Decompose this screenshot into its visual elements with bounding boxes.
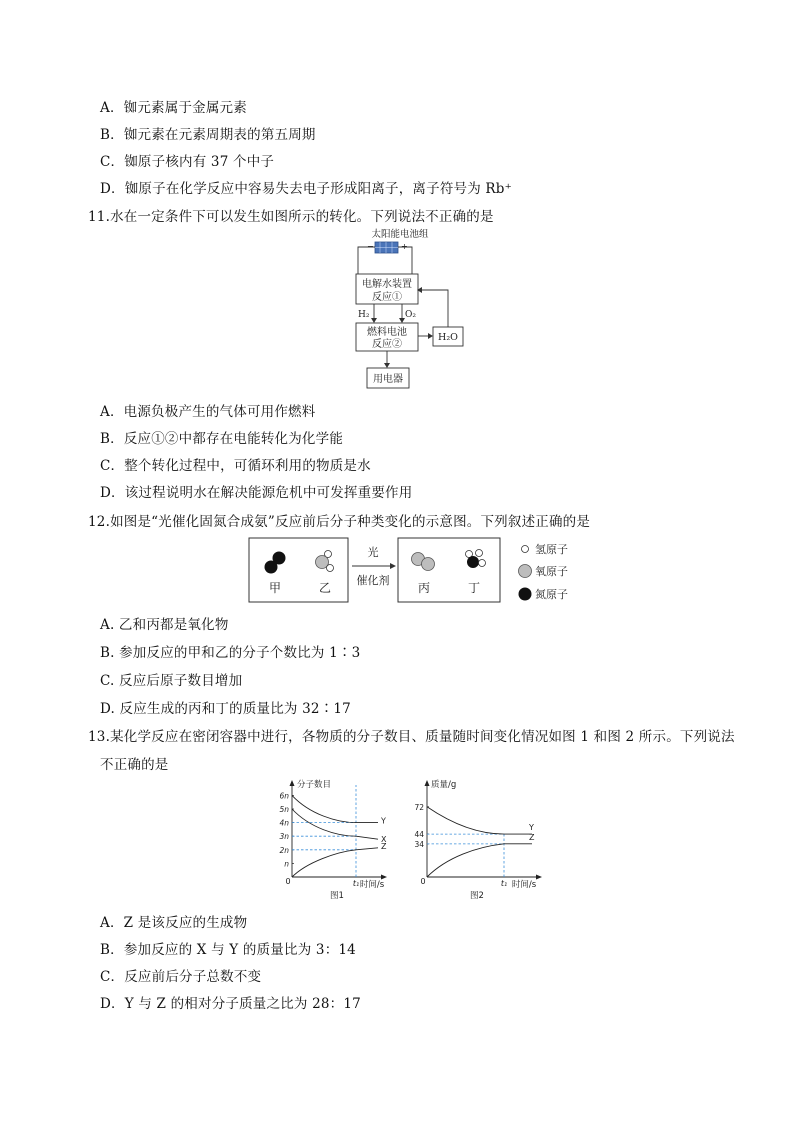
- molecule-ding-n-atom: [467, 556, 479, 568]
- q11-energy-diagram: [350, 226, 470, 392]
- chart2-ylabel: 质量/g: [431, 780, 457, 790]
- q12-option-a: A. 乙和丙都是氧化物: [100, 617, 229, 633]
- chart1-ytick: 5n: [279, 805, 289, 814]
- chart2-series-label: Z: [529, 832, 535, 842]
- chart1-series-x: [292, 809, 378, 839]
- arrow-condition-light: 光: [367, 546, 379, 559]
- q13-option-b: B．参加反应的 X 与 Y 的质量比为 3：14: [100, 942, 356, 958]
- label-jia: 甲: [268, 581, 282, 595]
- molecule-ding-h-atom: [476, 550, 483, 557]
- chart2-origin: 0: [420, 877, 426, 886]
- minus-terminal: −: [367, 242, 374, 251]
- q13-stem-line1: 13.某化学反应在密闭容器中进行，各物质的分子数目、质量随时间变化情况如图 1 和图 2 所示。下列说法: [88, 729, 735, 745]
- chart1-origin: 0: [285, 877, 291, 886]
- legend-oxygen-icon: [519, 565, 532, 578]
- q11-stem: 11.水在一定条件下可以发生如图所示的转化。下列说法不正确的是: [88, 209, 494, 225]
- chart2-ytick: 34: [414, 839, 424, 849]
- molecule-yi-h-atom: [327, 565, 334, 572]
- q10-option-a: A．铷元素属于金属元素: [100, 100, 247, 116]
- label-bing: 丙: [417, 581, 431, 595]
- q12-option-b: B. 参加反应的甲和乙的分子个数比为 1∶3: [100, 645, 361, 661]
- label-ding: 丁: [467, 581, 481, 595]
- svg-text:反应②: 反应②: [372, 339, 402, 350]
- chart2-caption: 图2: [470, 891, 484, 901]
- q12-molecule-diagram: [248, 536, 588, 606]
- chart2-series-label: Y: [529, 823, 534, 833]
- q11-option-a: A．电源负极产生的气体可用作燃料: [100, 404, 316, 420]
- chart1-series-y: [292, 795, 378, 822]
- q10-option-c: C．铷原子核内有 37 个中子: [100, 154, 275, 170]
- svg-text:H₂O: H₂O: [438, 332, 458, 343]
- q13-chart-1: [272, 775, 392, 903]
- q12-stem: 12.如图是“光催化固氮合成氨”反应前后分子种类变化的示意图。下列叙述正确的是: [88, 514, 591, 530]
- q11-option-b: B．反应①②中都存在电能转化为化学能: [100, 431, 344, 447]
- label-yi: 乙: [318, 581, 332, 595]
- chart1-ytick: 6n: [279, 791, 289, 801]
- q13-option-c: C．反应前后分子总数不变: [100, 969, 262, 985]
- chart2-ytick: 72: [414, 802, 424, 812]
- legend-hydrogen-icon: [522, 546, 529, 553]
- q13-stem-line2: 不正确的是: [100, 757, 169, 773]
- svg-text:燃料电池: 燃料电池: [367, 327, 407, 338]
- molecule-bing-o-atom: [422, 558, 435, 571]
- q13-chart-2: [402, 775, 547, 903]
- arrow-condition-catalyst: 催化剂: [356, 574, 390, 587]
- chart1-series-label: Z: [381, 841, 387, 851]
- legend-nitrogen-icon: [519, 588, 532, 601]
- q12-option-d: D. 反应生成的丙和丁的质量比为 32∶17: [100, 701, 351, 717]
- chart1-t1: t₁: [352, 879, 360, 888]
- molecule-ding-h-atom: [479, 560, 486, 567]
- chart2-xlabel: 时间/s: [511, 880, 537, 890]
- chart1-ylabel: 分子数目: [297, 780, 332, 790]
- molecule-jia-n-atom: [265, 561, 278, 574]
- chart1-series-label: Y: [381, 816, 386, 826]
- h2-label: H₂: [358, 310, 370, 320]
- svg-text:氮原子: 氮原子: [535, 588, 568, 601]
- q10-option-d: D．铷原子在化学反应中容易失去电子形成阳离子，离子符号为 Rb⁺: [100, 181, 512, 197]
- products-box: [398, 538, 500, 602]
- svg-text:反应①: 反应①: [372, 292, 402, 303]
- q12-option-c: C. 反应后原子数目增加: [100, 673, 243, 689]
- chart1-ytick: 2n: [279, 845, 289, 855]
- svg-text:氢原子: 氢原子: [535, 543, 568, 556]
- chart1-ytick: 4n: [279, 818, 289, 828]
- q10-option-b: B．铷元素在元素周期表的第五周期: [100, 127, 316, 143]
- q11-option-c: C．整个转化过程中，可循环利用的物质是水: [100, 458, 371, 474]
- chart1-caption: 图1: [330, 891, 344, 901]
- o2-label: O₂: [405, 310, 416, 320]
- q13-option-d: D．Y 与 Z 的相对分子质量之比为 28：17: [100, 996, 361, 1012]
- chart2-series-y: [427, 807, 532, 834]
- chart2-ytick: 44: [414, 830, 424, 840]
- chart1-ytick: 3n: [279, 832, 289, 842]
- svg-text:氧原子: 氧原子: [535, 565, 568, 578]
- chart2-series-z: [427, 844, 532, 877]
- chart1-series-label: X: [381, 835, 387, 845]
- chart2-t1: t₁: [500, 879, 508, 888]
- svg-text:用电器: 用电器: [373, 374, 403, 385]
- solar-panel-label: 太阳能电池组: [371, 229, 429, 240]
- chart1-series-z: [292, 848, 378, 877]
- svg-text:电解水装置: 电解水装置: [362, 279, 412, 290]
- q11-option-d: D．该过程说明水在解决能源危机中可发挥重要作用: [100, 485, 413, 501]
- chart1-ytick: n: [284, 859, 289, 869]
- q13-option-a: A．Z 是该反应的生成物: [100, 915, 248, 931]
- plus-terminal: +: [401, 242, 408, 251]
- chart1-xlabel: 时间/s: [359, 880, 385, 890]
